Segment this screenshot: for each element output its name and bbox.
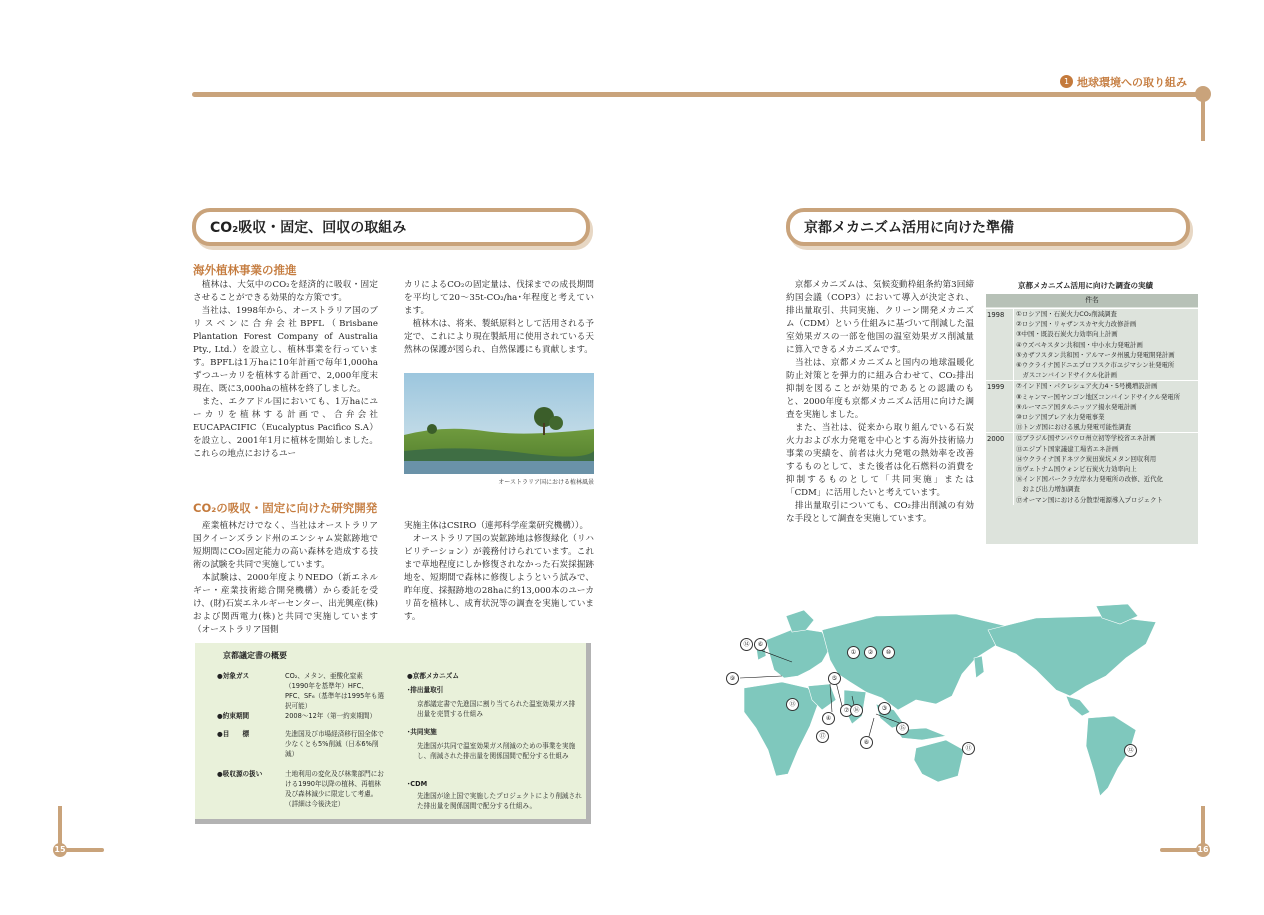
plantation-photo-image [404, 373, 594, 474]
table-year-group [986, 432, 1198, 504]
table-row: ③中国・既設石炭火力効率向上計画 [1016, 330, 1118, 339]
summary-mech-label: ●京都メカニズム [407, 672, 459, 680]
summary-target-label: ●目 標 [217, 730, 250, 738]
map-marker: ③ [878, 702, 891, 715]
left-col1-text: 植林は、大気中のCO₂を経済的に吸収・固定させることができる効果的な方策です。 当社は、1998年から、オーストラリア国のブリスベンに合弁会社BPFL（Brisbane Plantation Forest Company of Australia Pty., Ltd.）を設立し、植林事業を行っています。BPFLは1万haに10年計画で毎年1,000haずつユーカリを植林する計画で、2,000年度末現在、既に3,000haの植林を終了しました。 また、エクアドル国においても、1万haにユーカリを植林する計画で、合弁会社EUCAPACIFIC（Eucalyptus Pacifico S.A）を設立し、2001年1月に植林を開始しました。これらの地点におけるユー [193, 280, 378, 459]
plantation-photo [404, 373, 594, 474]
map-marker: ⑪ [962, 742, 975, 755]
right-rail-drop [1201, 96, 1205, 141]
left-section-title [192, 208, 590, 246]
left-col2-text: カリによるCO₂の固定量は、伐採までの成長期間を平均して20～35t-CO₂/ha･年程度と考えています。 植林木は、将来、製紙原料として活用される予定で、これにより現在製紙用に使用されている天然林の保護が図られ、自然保護にも貢献します。 [404, 280, 594, 355]
table-row: ⑤カザフスタン共和国・アルマータ州風力発電開発計画 [1016, 350, 1175, 359]
table-year-group [986, 380, 1198, 432]
table-row: ②ロシア国・リャザンスカヤ火力改修計画 [1016, 320, 1137, 329]
summary-target-text: 先進国及び市場経済移行国全体で少なくとも5%削減（日本6%削減） [285, 730, 384, 758]
table-row: ⑰オーマン国における分散型電源導入プロジェクト [1016, 495, 1163, 504]
map-marker: ⑩ [882, 646, 895, 659]
summary-ji-text: 先進国が共同で温室効果ガス削減のための事業を実施し、削減された排出量を関係国間で配分する仕組み [417, 742, 576, 760]
kyoto-summary-box [195, 643, 591, 824]
summary-title: 京都議定書の概要 [223, 651, 287, 660]
projects-table-header: 件名 [986, 294, 1198, 307]
header-title: 地球環境への取り組み [1077, 76, 1187, 89]
table-column-divider [1013, 309, 1014, 380]
summary-period-label: ●約束期間 [217, 712, 250, 720]
summary-et-text: 京都議定書で先進国に割り当てられた温室効果ガス排出量を売買する仕組み [417, 700, 576, 718]
map-marker: ⑥ [754, 638, 767, 651]
map-marker: ⑦ [840, 704, 853, 717]
table-year-cell: 2000 [987, 435, 1005, 444]
table-row: ⑮ヴェトナム国ウォンビ石炭火力効率向上 [1016, 464, 1137, 473]
table-row: ⑭ウクライナ国ドネツク炭田炭坑メタン回収利用 [1016, 454, 1157, 463]
table-row: ⑧ミャンマー国ヤンゴン地区コンバインドサイクル発電所 [1016, 392, 1181, 401]
map-marker: ⑤ [828, 672, 841, 685]
map-marker: ⑮ [896, 722, 909, 735]
map-marker: ⑧ [860, 736, 873, 749]
table-row: ⑯インド国パークラ左岸水力発電所の改修、近代化 [1016, 475, 1163, 484]
table-row: ガスコンバインドサイクル化計画 [1016, 371, 1118, 380]
table-row: および出力増加調査 [1016, 485, 1080, 494]
summary-gas-text: CO₂、メタン、亜酸化窒素（1990年を基準年）HFC、PFC、SF₆（基準年は1995年も選択可能） [285, 672, 385, 710]
summary-sink-label: ●吸収源の扱い [217, 770, 263, 778]
summary-period-text: 2008～12年（第一約束期間） [285, 712, 377, 720]
table-row: ⑩ロシア国ブレア水力発電事業 [1016, 412, 1105, 421]
table-column-divider [1013, 381, 1014, 432]
table-row: ⑥ウクライナ国ドニエプロフスク市ユジマシン社発電所 [1016, 361, 1175, 369]
page-number-left: 15 [53, 843, 67, 857]
right-section-title-text: 京都メカニズム活用に向けた準備 [804, 220, 1014, 236]
projects-table-title: 京都メカニズム活用に向けた調査の実績 [1018, 281, 1153, 290]
table-row: ①ロシア国・石炭火力CO₂削減調査 [1016, 310, 1117, 318]
world-map [726, 600, 1202, 800]
table-year-cell: 1999 [987, 383, 1005, 392]
right-section-title [786, 208, 1190, 246]
table-column-divider [1013, 433, 1014, 504]
summary-et-label: ･排出量取引 [407, 686, 444, 694]
table-row: ⑦インド国・パクレシュア火力4・5号機増設計画 [1016, 382, 1158, 391]
right-body-text: 京都メカニズムは、気候変動枠組条約第3回締約国会議（COP3）において導入が決定され、排出量取引、共同実施、クリーン開発メカニズム（CDM）という仕組みに基づいて削減した温室効果ガスの一部を他国の温室効果ガス削減量に算入できるメカニズムです。 当社は、京都メカニズムと国内の地球温暖化防止対策とを弾力的に組み合わせて、CO₂排出抑制を図ることが効果的であるとの認識のもと、2000年度も京都メカニズム活用に向けた調査を実施しました。 また、当社は、従来から取り組んでいる石炭火力および水力発電を中心とする海外技術協力事業の実績を、前者は火力発電の熱効率を改善するものとして、また後者は化石燃料の消費を抑制するものとして「共同実施」または「CDM」に活用したいと考えています。 排出量取引についても、CO₂排出削減の有効な手段として調査を実施しています。 [786, 280, 974, 524]
table-year-cell: 1998 [987, 311, 1005, 319]
projects-table [986, 294, 1198, 544]
table-row: ④ウズベキスタン共和国・中小水力発電計画 [1016, 340, 1143, 349]
table-year-group [986, 308, 1198, 380]
page-number-right: 16 [1196, 843, 1210, 857]
map-marker: ④ [822, 712, 835, 725]
summary-sink-text: 土地利用の変化及び林業部門における1990年以降の植林、再植林及び森林減少に限定して考慮。（詳細は今後決定） [285, 770, 384, 808]
summary-gas-label: ●対象ガス [217, 672, 250, 680]
left-col4-text: 実施主体はCSIRO（連邦科学産業研究機構））。 オーストラリア国の炭鉱跡地は修復緑化（リハビリテーション）が義務付けられています。これまで草地程度にしか修復されなかった石炭採掘跡地を、短期間で森林に修復しようという試みで、昨年度、採掘跡地の28haに約13,000本のユーカリ苗を植林し、成育状況等の調査を実施しています。 [404, 521, 594, 622]
summary-cdm-label: ･CDM [407, 780, 428, 788]
map-marker: ⑬ [786, 698, 799, 711]
table-row: ⑨ルーマニア国タルニッツア揚水発電計画 [1016, 402, 1137, 411]
summary-cdm-text: 先進国が途上国で実施したプロジェクトにより削減された排出量を関係国間で配分する仕組み。 [417, 792, 582, 810]
map-marker: ② [864, 646, 877, 659]
left-section-title-text: CO₂吸収・固定、回収の取組み [210, 220, 407, 236]
top-rail [192, 92, 1198, 97]
table-row: ⑪トンガ国における風力発電可能性調査 [1016, 423, 1132, 432]
table-row: ⑬エジプト国家議建工場省エネ計画 [1016, 444, 1119, 453]
map-marker: ① [847, 646, 860, 659]
map-marker: ⑭ [740, 638, 753, 651]
map-marker: ⑯ [850, 704, 863, 717]
subhead-overseas-plantation: 海外植林事業の推進 [193, 263, 297, 277]
table-row: ⑫ブラジル国サンパウロ州立初等学校省エネ計画 [1016, 434, 1156, 443]
subhead-research: CO₂の吸収・固定に向けた研究開発 [193, 501, 378, 515]
map-marker: ⑨ [726, 672, 739, 685]
summary-ji-label: ･共同実施 [407, 728, 437, 736]
map-marker: ⑫ [1124, 744, 1137, 757]
photo-caption: オーストラリア国における植林風景 [498, 479, 594, 486]
header [1060, 74, 1200, 90]
header-number-badge: 1 [1060, 75, 1073, 88]
left-col3-text: 産業植林だけでなく、当社はオーストラリア国クイーンズランド州のエンシャム炭鉱跡地で短期間にCO₂固定能力の高い森林を造成する技術の試験を共同で実施しています。 本試験は、2000年度よりNEDO（新エネルギー・産業技術総合開発機構）から委託を受け、(財)石炭エネルギーセンター、出光興産(株)および関西電力(株)と共同で実施しています（オーストラリア国側 [193, 521, 378, 635]
map-marker: ⑰ [816, 730, 829, 743]
